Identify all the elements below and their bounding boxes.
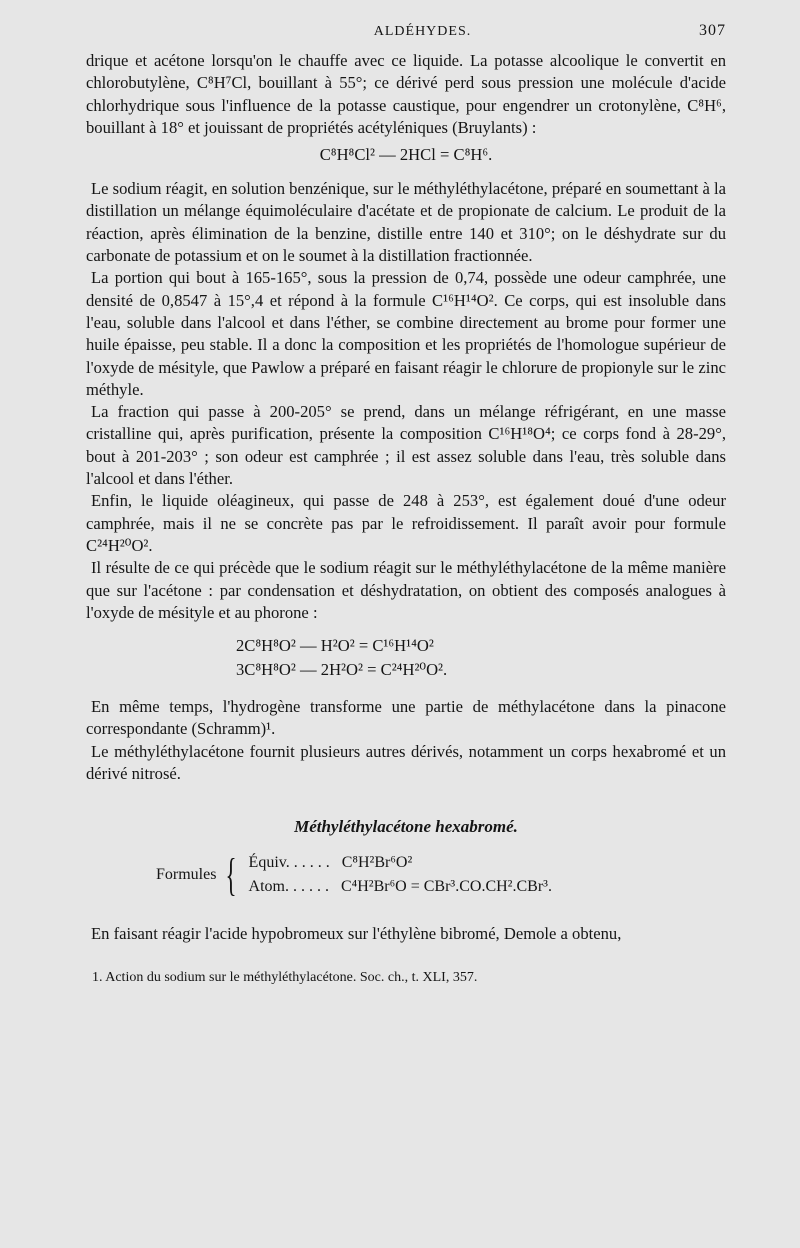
- formula-3: 3C⁸H⁸O² — 2H²O² = C²⁴H²⁰O².: [236, 660, 448, 680]
- running-head: [86, 22, 726, 40]
- formula-1: C⁸H⁸Cl² — 2HCl = C⁸H⁶.: [319, 145, 493, 165]
- paragraph-2: Le sodium réagit, en solution benzénique, sur le méthyléthylacétone, préparé en soumettant à la distillation un mélange équimoléculaire d'acétate et de propionate de calcium. Le produit de la réaction, après élimination de la benzine, distille entre 140 et 310°; on le déshydrate sur du carbonate de potassium et on le soumet à la distillation fractionnée.: [86, 179, 726, 266]
- paragraph-6: Il résulte de ce qui précède que le sodium réagit sur le méthyléthylacétone de la même manière que sur l'acétone : par condensation et déshydratation, on obtient des composés analogues à l'oxyde de mésityle et au phorone :: [86, 558, 726, 622]
- formula-atom: Atom. . . . . . C⁴H²Br⁶O = CBr³.CO.CH².CBr³.: [248, 878, 552, 896]
- formulas-table: [156, 851, 726, 899]
- brace-icon: {: [225, 849, 238, 901]
- paragraph-5: Enfin, le liquide oléagineux, qui passe de 248 à 253°, est également doué d'une odeur camphrée, mais il ne se concrète pas par le refroidissement. Il paraît avoir pour formule C²⁴H²⁰O².: [86, 491, 726, 555]
- running-title: ALDÉHYDES.: [373, 24, 472, 39]
- paragraph-8: Le méthyléthylacétone fournit plusieurs autres dérivés, notamment un corps hexabromé et un dérivé nitrosé.: [86, 741, 726, 784]
- paragraph-3: La portion qui bout à 165-165°, sous la pression de 0,74, possède une odeur camphrée, une densité de 0,8547 à 15°,4 et répond à la formule C¹⁶H¹⁴O². Ce corps, qui est insoluble dans l'eau, soluble dans l'alcool et dans l'éther, se combine directement au brome pour former une huile épaisse, peu stable. Il a donc la composition et les propriétés de l'homologue supérieur de l'oxyde de mésityle, que Pawlow a préparé en faisant réagir le chlorure de propionyle sur le zinc méthyle.: [86, 268, 726, 399]
- paragraph-4: La fraction qui passe à 200-205° se prend, dans un mélange réfrigérant, en une masse cristalline qui, après purification, présente la composition C¹⁶H¹⁸O⁴; ce corps fond à 28-29°, bout à 201-203° ; son odeur est camphrée ; il est assez soluble dans l'eau, très soluble dans l'alcool et dans l'éther.: [86, 402, 726, 489]
- formula-equiv: Équiv. . . . . . C⁸H²Br⁶O²: [248, 854, 413, 872]
- footnote: 1. Action du sodium sur le méthyléthylacétone. Soc. ch., t. XLI, 357.: [92, 969, 478, 985]
- equations: [236, 634, 726, 682]
- formulas-label: Formules: [156, 866, 217, 884]
- formula-2: 2C⁸H⁸O² — H²O² = C¹⁶H¹⁴O²: [236, 636, 434, 656]
- section-heading: Méthyléthylacétone hexabromé.: [294, 817, 518, 837]
- paragraph-9: En faisant réagir l'acide hypobromeux sur l'éthylène bibromé, Demole a obtenu,: [91, 924, 622, 944]
- paragraph-1: drique et acétone lorsqu'on le chauffe avec ce liquide. La potasse alcoolique le convertit en chlorobutylène, C⁸H⁷Cl, bouillant à 55°; ce dérivé perd sous pression une molécule d'acide chlorhydrique sous l'influence de la potasse caustique, pour engendrer un crotonylène, C⁸H⁶, bouillant à 18° et jouissant de propriétés acétyléniques (Bruylants) :: [86, 51, 726, 137]
- paragraph-7: En même temps, l'hydrogène transforme une partie de méthylacétone dans la pinacone correspondante (Schramm)¹.: [86, 697, 726, 739]
- page-number: 307: [699, 22, 726, 39]
- formulas-rows: [249, 851, 552, 899]
